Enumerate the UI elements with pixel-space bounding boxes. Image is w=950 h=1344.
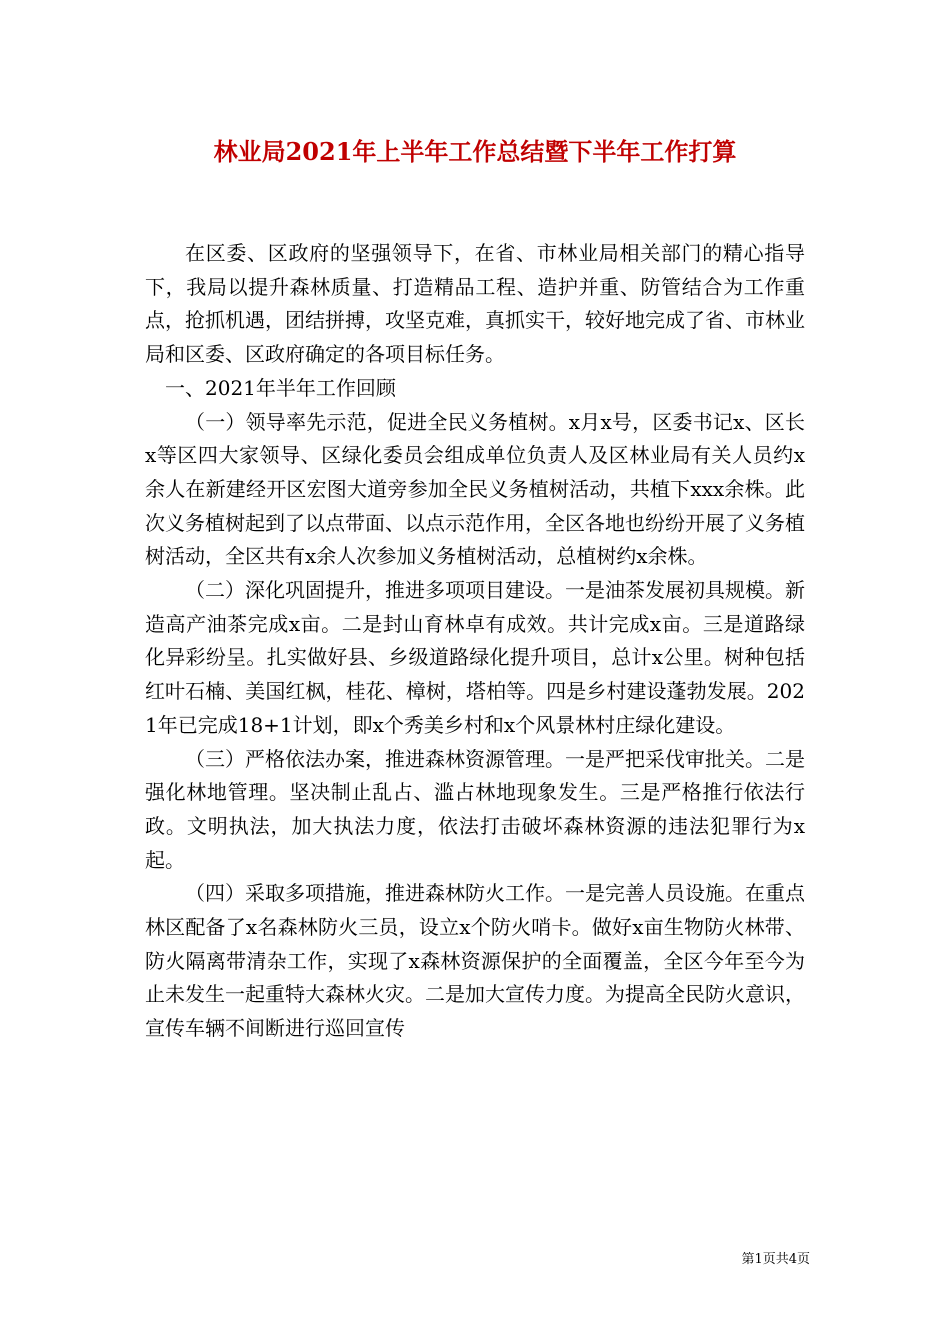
paragraph-section-1: （一）领导率先示范，促进全民义务植树。x月x号，区委书记x、区长x等区四大家领导、区绿化委员会组成单位负责人及区林业局有关人员约x余人在新建经开区宏图大道旁参加全民义务植树活动，共植下xxx余株。此次义务植树起到了以点带面、以点示范作用，全区各地也纷纷开展了义务植树活动，全区共有x余人次参加义务植树活动，总植树约x余株。 (145, 409, 805, 569)
document-title: 林业局2021年上半年工作总结暨下半年工作打算 (213, 137, 737, 166)
paragraph-section-3: （三）严格依法办案，推进森林资源管理。一是严把采伐审批关。二是强化林地管理。坚决制止乱占、滥占林地现象发生。三是严格推行依法行政。文明执法，加大执法力度，依法打击破坏森林资源的违法犯罪行为x起。 (145, 746, 805, 872)
paragraph-section-2: （二）深化巩固提升，推进多项项目建设。一是油茶发展初具规模。新造高产油茶完成x亩。二是封山育林卓有成效。共计完成x亩。三是道路绿化异彩纷呈。扎实做好县、乡级道路绿化提升项目，总计x公里。树种包括红叶石楠、美国红枫，桂花、樟树，塔柏等。四是乡村建设蓬勃发展。2021年已完成18+1计划，即x个秀美乡村和x个风景林村庄绿化建设。 (145, 578, 805, 737)
paragraph-intro: 在区委、区政府的坚强领导下，在省、市林业局相关部门的精心指导下，我局以提升森林质量、打造精品工程、造护并重、防管结合为工作重点，抢抓机遇，团结拼搏，攻坚克难，真抓实干，较好地完成了省、市林业局和区委、区政府确定的各项目标任务。 (145, 241, 805, 367)
paragraph-section-4: （四）采取多项措施，推进森林防火工作。一是完善人员设施。在重点林区配备了x名森林防火三员，设立x个防火哨卡。做好x亩生物防火林带、防火隔离带清杂工作，实现了x森林资源保护的全面覆盖，全区今年至今为止未发生一起重特大森林火灾。二是加大宣传力度。为提高全民防火意识，宣传车辆不间断进行巡回宣传 (145, 881, 805, 1041)
section-heading: 一、2021年半年工作回顾 (165, 375, 396, 400)
document-body (145, 237, 805, 1046)
page-number-footer: 第1页共4页 (741, 1252, 810, 1267)
